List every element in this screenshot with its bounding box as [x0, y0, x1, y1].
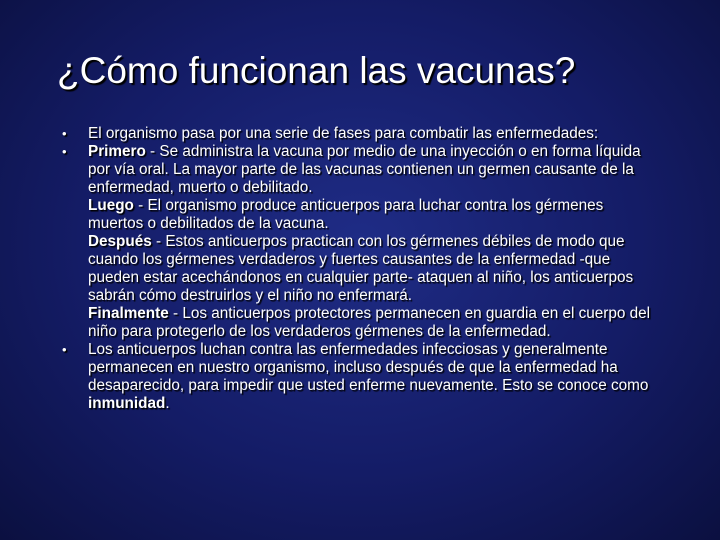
- emphasis-term: inmunidad: [88, 395, 166, 412]
- bullet-text: Los anticuerpos luchan contra las enfermedades infecciosas y generalmente permanecen en nuestro organismo, incluso después de que la enfermedad ha desaparecido, para impedir que usted enferme nuevamente. Esto se conoce como: [88, 341, 649, 394]
- phase-paragraph: [88, 305, 662, 341]
- bullet-dot-icon: •: [62, 144, 67, 159]
- phase-text: - Se administra la vacuna por medio de una inyección o en forma líquida por vía oral. La mayor parte de las vacunas contienen un germen causante de la enfermedad, muerto o debilitado.: [88, 143, 641, 196]
- bullet-item: [62, 125, 662, 143]
- phase-term: Primero: [88, 143, 146, 160]
- bullet-dot-icon: •: [62, 342, 67, 357]
- phase-paragraph: [88, 143, 662, 197]
- phase-term: Finalmente: [88, 305, 169, 322]
- bullet-list: [62, 125, 662, 413]
- bullet-end: .: [165, 395, 170, 412]
- slide-title: ¿Cómo funcionan las vacunas?: [57, 50, 576, 91]
- bullet-dot-icon: •: [62, 126, 67, 141]
- phase-text: - Estos anticuerpos practican con los gérmenes débiles de modo que cuando los gérmenes verdaderos y fuertes causantes de la enfermedad -que pueden estar acechándonos en cualquier parte- ataquen al niño, los anticuerpos sabrán cómo destruirlos y el niño no enfermará.: [88, 233, 634, 304]
- phase-term: Después: [88, 233, 152, 250]
- phase-paragraph: [88, 197, 662, 233]
- bullet-text: El organismo pasa por una serie de fases para combatir las enfermedades:: [88, 125, 599, 142]
- phase-text: - El organismo produce anticuerpos para luchar contra los gérmenes muertos o debilitados de la vacuna.: [88, 197, 604, 232]
- phase-paragraph: [88, 233, 662, 305]
- bullet-item: [62, 341, 662, 413]
- phase-term: Luego: [88, 197, 134, 214]
- bullet-item: [62, 143, 662, 341]
- phase-text: - Los anticuerpos protectores permanecen en guardia en el cuerpo del niño para protegerlo de los verdaderos gérmenes de la enfermedad.: [88, 305, 651, 340]
